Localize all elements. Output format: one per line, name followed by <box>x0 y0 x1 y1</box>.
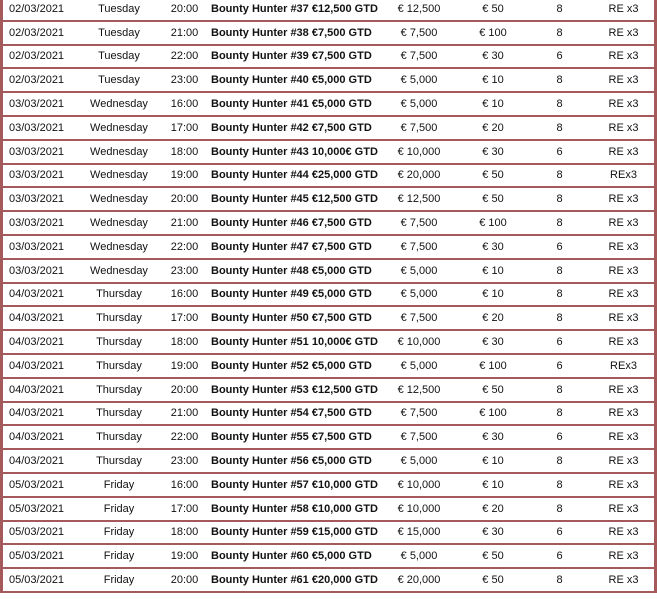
time-cell: 20:00 <box>162 188 207 212</box>
guarantee-cell: € 7,500 <box>378 426 460 450</box>
date-cell: 05/03/2021 <box>3 545 76 569</box>
event-name-cell: Bounty Hunter #53 €12,500 GTD <box>207 379 378 403</box>
time-cell: 17:00 <box>162 117 207 141</box>
reentry-cell: RE x3 <box>593 450 654 474</box>
table-row <box>3 379 654 403</box>
guarantee-cell: € 5,000 <box>378 260 460 284</box>
buyin-cell: € 100 <box>460 355 526 379</box>
time-cell: 21:00 <box>162 403 207 427</box>
day-cell: Wednesday <box>76 212 162 236</box>
buyin-cell: € 50 <box>460 545 526 569</box>
time-cell: 22:00 <box>162 46 207 70</box>
event-name-cell: Bounty Hunter #43 10,000€ GTD <box>207 141 378 165</box>
reentry-cell: RE x3 <box>593 498 654 522</box>
reentry-cell: RE x3 <box>593 69 654 93</box>
buyin-cell: € 30 <box>460 522 526 546</box>
table-row <box>3 22 654 46</box>
day-cell: Thursday <box>76 379 162 403</box>
guarantee-cell: € 5,000 <box>378 69 460 93</box>
players-cell: 8 <box>526 212 593 236</box>
players-cell: 6 <box>526 426 593 450</box>
date-cell: 05/03/2021 <box>3 474 76 498</box>
buyin-cell: € 20 <box>460 117 526 141</box>
buyin-cell: € 10 <box>460 284 526 308</box>
reentry-cell: RE x3 <box>593 426 654 450</box>
day-cell: Thursday <box>76 307 162 331</box>
players-cell: 8 <box>526 117 593 141</box>
event-name-cell: Bounty Hunter #48 €5,000 GTD <box>207 260 378 284</box>
guarantee-cell: € 7,500 <box>378 307 460 331</box>
guarantee-cell: € 7,500 <box>378 46 460 70</box>
time-cell: 21:00 <box>162 212 207 236</box>
event-name-cell: Bounty Hunter #37 €12,500 GTD <box>207 0 378 22</box>
table-row <box>3 545 654 569</box>
date-cell: 03/03/2021 <box>3 236 76 260</box>
players-cell: 6 <box>526 46 593 70</box>
date-cell: 04/03/2021 <box>3 403 76 427</box>
guarantee-cell: € 7,500 <box>378 117 460 141</box>
time-cell: 17:00 <box>162 498 207 522</box>
reentry-cell: RE x3 <box>593 212 654 236</box>
day-cell: Wednesday <box>76 117 162 141</box>
time-cell: 16:00 <box>162 474 207 498</box>
reentry-cell: RE x3 <box>593 117 654 141</box>
date-cell: 02/03/2021 <box>3 46 76 70</box>
players-cell: 6 <box>526 545 593 569</box>
event-name-cell: Bounty Hunter #59 €15,000 GTD <box>207 522 378 546</box>
buyin-cell: € 50 <box>460 0 526 22</box>
date-cell: 03/03/2021 <box>3 212 76 236</box>
event-name-cell: Bounty Hunter #50 €7,500 GTD <box>207 307 378 331</box>
date-cell: 04/03/2021 <box>3 284 76 308</box>
guarantee-cell: € 7,500 <box>378 403 460 427</box>
day-cell: Wednesday <box>76 236 162 260</box>
day-cell: Thursday <box>76 426 162 450</box>
buyin-cell: € 50 <box>460 379 526 403</box>
time-cell: 18:00 <box>162 331 207 355</box>
table-row <box>3 403 654 427</box>
buyin-cell: € 10 <box>460 260 526 284</box>
date-cell: 05/03/2021 <box>3 522 76 546</box>
event-name-cell: Bounty Hunter #39 €7,500 GTD <box>207 46 378 70</box>
schedule-body <box>3 0 654 593</box>
time-cell: 20:00 <box>162 0 207 22</box>
players-cell: 8 <box>526 403 593 427</box>
guarantee-cell: € 10,000 <box>378 474 460 498</box>
buyin-cell: € 10 <box>460 474 526 498</box>
time-cell: 20:00 <box>162 379 207 403</box>
reentry-cell: RE x3 <box>593 0 654 22</box>
event-name-cell: Bounty Hunter #49 €5,000 GTD <box>207 284 378 308</box>
table-row <box>3 93 654 117</box>
date-cell: 03/03/2021 <box>3 165 76 189</box>
players-cell: 8 <box>526 284 593 308</box>
table-row <box>3 284 654 308</box>
buyin-cell: € 100 <box>460 212 526 236</box>
day-cell: Friday <box>76 569 162 593</box>
guarantee-cell: € 5,000 <box>378 355 460 379</box>
players-cell: 6 <box>526 522 593 546</box>
event-name-cell: Bounty Hunter #58 €10,000 GTD <box>207 498 378 522</box>
guarantee-cell: € 7,500 <box>378 236 460 260</box>
day-cell: Wednesday <box>76 188 162 212</box>
reentry-cell: RE x3 <box>593 22 654 46</box>
date-cell: 04/03/2021 <box>3 379 76 403</box>
event-name-cell: Bounty Hunter #47 €7,500 GTD <box>207 236 378 260</box>
players-cell: 6 <box>526 331 593 355</box>
event-name-cell: Bounty Hunter #57 €10,000 GTD <box>207 474 378 498</box>
buyin-cell: € 100 <box>460 403 526 427</box>
reentry-cell: RE x3 <box>593 403 654 427</box>
buyin-cell: € 50 <box>460 569 526 593</box>
players-cell: 8 <box>526 22 593 46</box>
reentry-cell: RE x3 <box>593 188 654 212</box>
table-row <box>3 331 654 355</box>
event-name-cell: Bounty Hunter #54 €7,500 GTD <box>207 403 378 427</box>
time-cell: 19:00 <box>162 545 207 569</box>
guarantee-cell: € 10,000 <box>378 141 460 165</box>
day-cell: Wednesday <box>76 93 162 117</box>
event-name-cell: Bounty Hunter #55 €7,500 GTD <box>207 426 378 450</box>
table-row <box>3 212 654 236</box>
guarantee-cell: € 20,000 <box>378 569 460 593</box>
date-cell: 04/03/2021 <box>3 450 76 474</box>
players-cell: 8 <box>526 0 593 22</box>
players-cell: 8 <box>526 188 593 212</box>
guarantee-cell: € 12,500 <box>378 379 460 403</box>
day-cell: Thursday <box>76 403 162 427</box>
day-cell: Wednesday <box>76 141 162 165</box>
table-row <box>3 188 654 212</box>
guarantee-cell: € 15,000 <box>378 522 460 546</box>
table-row <box>3 69 654 93</box>
buyin-cell: € 50 <box>460 188 526 212</box>
buyin-cell: € 30 <box>460 46 526 70</box>
date-cell: 03/03/2021 <box>3 93 76 117</box>
buyin-cell: € 20 <box>460 307 526 331</box>
buyin-cell: € 30 <box>460 141 526 165</box>
table-row <box>3 355 654 379</box>
time-cell: 23:00 <box>162 450 207 474</box>
guarantee-cell: € 12,500 <box>378 0 460 22</box>
players-cell: 8 <box>526 69 593 93</box>
event-name-cell: Bounty Hunter #51 10,000€ GTD <box>207 331 378 355</box>
buyin-cell: € 30 <box>460 236 526 260</box>
day-cell: Thursday <box>76 450 162 474</box>
time-cell: 20:00 <box>162 569 207 593</box>
players-cell: 8 <box>526 450 593 474</box>
reentry-cell: REx3 <box>593 165 654 189</box>
players-cell: 8 <box>526 307 593 331</box>
players-cell: 8 <box>526 93 593 117</box>
reentry-cell: RE x3 <box>593 93 654 117</box>
reentry-cell: RE x3 <box>593 522 654 546</box>
guarantee-cell: € 10,000 <box>378 331 460 355</box>
guarantee-cell: € 5,000 <box>378 93 460 117</box>
table-row <box>3 141 654 165</box>
players-cell: 8 <box>526 165 593 189</box>
players-cell: 6 <box>526 355 593 379</box>
table-row <box>3 236 654 260</box>
reentry-cell: RE x3 <box>593 474 654 498</box>
reentry-cell: RE x3 <box>593 307 654 331</box>
table-row <box>3 117 654 141</box>
guarantee-cell: € 7,500 <box>378 22 460 46</box>
event-name-cell: Bounty Hunter #56 €5,000 GTD <box>207 450 378 474</box>
time-cell: 22:00 <box>162 426 207 450</box>
event-name-cell: Bounty Hunter #38 €7,500 GTD <box>207 22 378 46</box>
time-cell: 18:00 <box>162 141 207 165</box>
time-cell: 22:00 <box>162 236 207 260</box>
day-cell: Friday <box>76 474 162 498</box>
event-name-cell: Bounty Hunter #45 €12,500 GTD <box>207 188 378 212</box>
event-name-cell: Bounty Hunter #52 €5,000 GTD <box>207 355 378 379</box>
date-cell: 05/03/2021 <box>3 498 76 522</box>
table-row <box>3 426 654 450</box>
reentry-cell: RE x3 <box>593 284 654 308</box>
reentry-cell: REx3 <box>593 355 654 379</box>
event-name-cell: Bounty Hunter #60 €5,000 GTD <box>207 545 378 569</box>
reentry-cell: RE x3 <box>593 236 654 260</box>
event-name-cell: Bounty Hunter #46 €7,500 GTD <box>207 212 378 236</box>
table-row <box>3 165 654 189</box>
date-cell: 03/03/2021 <box>3 141 76 165</box>
table-row <box>3 0 654 22</box>
reentry-cell: RE x3 <box>593 260 654 284</box>
day-cell: Thursday <box>76 355 162 379</box>
date-cell: 04/03/2021 <box>3 355 76 379</box>
buyin-cell: € 30 <box>460 426 526 450</box>
time-cell: 17:00 <box>162 307 207 331</box>
day-cell: Tuesday <box>76 69 162 93</box>
time-cell: 21:00 <box>162 22 207 46</box>
buyin-cell: € 20 <box>460 498 526 522</box>
buyin-cell: € 100 <box>460 22 526 46</box>
date-cell: 03/03/2021 <box>3 188 76 212</box>
table-row <box>3 307 654 331</box>
day-cell: Wednesday <box>76 165 162 189</box>
players-cell: 8 <box>526 474 593 498</box>
guarantee-cell: € 7,500 <box>378 212 460 236</box>
date-cell: 03/03/2021 <box>3 117 76 141</box>
day-cell: Wednesday <box>76 260 162 284</box>
table-row <box>3 569 654 593</box>
buyin-cell: € 30 <box>460 331 526 355</box>
date-cell: 04/03/2021 <box>3 331 76 355</box>
time-cell: 16:00 <box>162 93 207 117</box>
table-row <box>3 450 654 474</box>
date-cell: 05/03/2021 <box>3 569 76 593</box>
event-name-cell: Bounty Hunter #40 €5,000 GTD <box>207 69 378 93</box>
reentry-cell: RE x3 <box>593 46 654 70</box>
reentry-cell: RE x3 <box>593 141 654 165</box>
event-name-cell: Bounty Hunter #42 €7,500 GTD <box>207 117 378 141</box>
buyin-cell: € 50 <box>460 165 526 189</box>
date-cell: 03/03/2021 <box>3 260 76 284</box>
players-cell: 8 <box>526 379 593 403</box>
guarantee-cell: € 10,000 <box>378 498 460 522</box>
date-cell: 02/03/2021 <box>3 22 76 46</box>
reentry-cell: RE x3 <box>593 379 654 403</box>
time-cell: 23:00 <box>162 260 207 284</box>
reentry-cell: RE x3 <box>593 545 654 569</box>
table-row <box>3 522 654 546</box>
event-name-cell: Bounty Hunter #41 €5,000 GTD <box>207 93 378 117</box>
time-cell: 19:00 <box>162 355 207 379</box>
time-cell: 19:00 <box>162 165 207 189</box>
table-row <box>3 498 654 522</box>
reentry-cell: RE x3 <box>593 331 654 355</box>
players-cell: 8 <box>526 569 593 593</box>
table-row <box>3 260 654 284</box>
guarantee-cell: € 5,000 <box>378 545 460 569</box>
buyin-cell: € 10 <box>460 69 526 93</box>
buyin-cell: € 10 <box>460 450 526 474</box>
reentry-cell: RE x3 <box>593 569 654 593</box>
guarantee-cell: € 5,000 <box>378 284 460 308</box>
day-cell: Tuesday <box>76 0 162 22</box>
event-name-cell: Bounty Hunter #61 €20,000 GTD <box>207 569 378 593</box>
players-cell: 8 <box>526 498 593 522</box>
date-cell: 04/03/2021 <box>3 426 76 450</box>
guarantee-cell: € 20,000 <box>378 165 460 189</box>
time-cell: 23:00 <box>162 69 207 93</box>
guarantee-cell: € 12,500 <box>378 188 460 212</box>
table-row <box>3 46 654 70</box>
date-cell: 04/03/2021 <box>3 307 76 331</box>
guarantee-cell: € 5,000 <box>378 450 460 474</box>
date-cell: 02/03/2021 <box>3 0 76 22</box>
players-cell: 6 <box>526 236 593 260</box>
day-cell: Tuesday <box>76 46 162 70</box>
event-name-cell: Bounty Hunter #44 €25,000 GTD <box>207 165 378 189</box>
day-cell: Thursday <box>76 331 162 355</box>
day-cell: Friday <box>76 545 162 569</box>
day-cell: Tuesday <box>76 22 162 46</box>
time-cell: 16:00 <box>162 284 207 308</box>
day-cell: Friday <box>76 498 162 522</box>
players-cell: 8 <box>526 260 593 284</box>
day-cell: Thursday <box>76 284 162 308</box>
table-row <box>3 474 654 498</box>
time-cell: 18:00 <box>162 522 207 546</box>
day-cell: Friday <box>76 522 162 546</box>
date-cell: 02/03/2021 <box>3 69 76 93</box>
players-cell: 6 <box>526 141 593 165</box>
buyin-cell: € 10 <box>460 93 526 117</box>
